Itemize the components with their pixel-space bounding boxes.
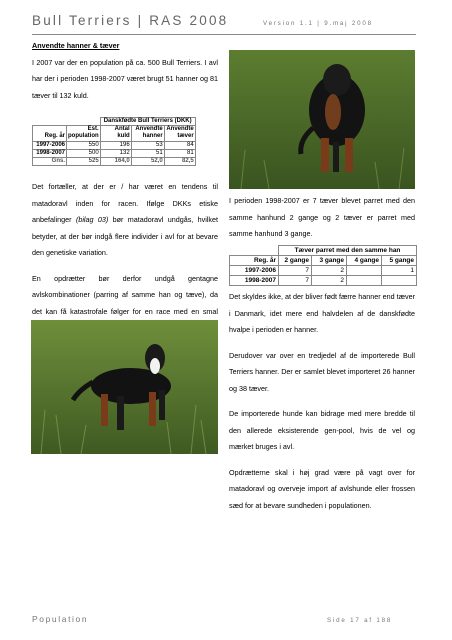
appendix-reference: (bilag 03) bbox=[75, 215, 109, 224]
table-row bbox=[33, 149, 196, 157]
table-cell: 1998-2007 bbox=[230, 276, 279, 286]
table-cell: 1998-2007 bbox=[33, 149, 67, 157]
table-cell: Gns. bbox=[33, 158, 67, 166]
table1-col-header: Antal kuld bbox=[100, 126, 131, 141]
dog-photo-top bbox=[229, 50, 415, 189]
table1-col-header: Anvendte hanner bbox=[131, 126, 164, 141]
table1-col-header: Reg. år bbox=[33, 126, 67, 141]
table2-group-header: Tæver parret med den samme han bbox=[279, 246, 417, 256]
table-cell: 7 bbox=[279, 276, 312, 286]
table-cell: 53 bbox=[131, 141, 164, 149]
table2-col-header: 3 gange bbox=[312, 256, 347, 266]
table-row bbox=[230, 276, 417, 286]
footer-section: Population bbox=[32, 614, 89, 624]
table-cell: 1 bbox=[382, 266, 417, 276]
paragraph-text: Det fortæller, at der er / har været en tendens til matadoravl inden for racen. Ifølge DKKs etiske anbefalinger bbox=[32, 182, 218, 224]
right-column-top bbox=[229, 193, 415, 252]
table-cell bbox=[382, 276, 417, 286]
table2-col-header: 5 gange bbox=[382, 256, 417, 266]
table-cell: 1997-2006 bbox=[33, 141, 67, 149]
paragraph: Opdrætterne skal i høj grad være på vagt over for matadoravl og overveje import af avlshunde eller frossen sæd for at bevare sundheden i populationen. bbox=[229, 467, 415, 510]
table-taever-parret bbox=[229, 245, 417, 286]
table1-col-header: Est. population bbox=[68, 126, 99, 140]
table-cell: 132 bbox=[100, 149, 131, 157]
table1-col-header: Anvendte tæver bbox=[164, 126, 195, 141]
intro-paragraph: I 2007 var der en population på ca. 500 Bull Terriers. I avl har der i perioden 1998-2007 været brugt 51 hanner og 81 tæver til 132 kuld. bbox=[32, 57, 218, 100]
footer-page-number: Side 17 af 188 bbox=[327, 617, 393, 624]
table-cell: 51 bbox=[131, 149, 164, 157]
left-column-top bbox=[32, 38, 218, 113]
table2-col-header: 2 gange bbox=[279, 256, 312, 266]
paragraph bbox=[32, 179, 218, 262]
table2-col-header: 4 gange bbox=[347, 256, 382, 266]
table-cell: 550 bbox=[67, 141, 101, 149]
paragraph: I perioden 1998-2007 er 7 tæver blevet parret med den samme hanhund 2 gange og 2 tæver er parret med samme hanhund 3 gange. bbox=[229, 196, 415, 238]
table-row bbox=[33, 158, 196, 166]
paragraph: Derudover var over en tredjedel af de importerede Bull Terriers hanner. Der er samlet blevet importeret 26 hanner og 38 tæver. bbox=[229, 350, 415, 393]
table-cell: 2 bbox=[312, 276, 347, 286]
table-row bbox=[230, 266, 417, 276]
dog-photo-bottom bbox=[31, 320, 218, 454]
table-cell: 82,5 bbox=[164, 158, 195, 166]
table-row bbox=[33, 141, 196, 149]
table-danskfoedte bbox=[32, 117, 196, 166]
section-heading: Anvendte hanner & tæver bbox=[32, 41, 120, 50]
table-cell: 1997-2006 bbox=[230, 266, 279, 276]
table-cell: 500 bbox=[67, 149, 101, 157]
table-cell bbox=[347, 266, 382, 276]
table-cell: 81 bbox=[164, 149, 195, 157]
table-cell: 164,0 bbox=[100, 158, 131, 166]
right-column-body bbox=[229, 289, 415, 523]
table1-group-header: Danskfødte Bull Terriers (DKK) bbox=[100, 118, 195, 126]
table-cell: 7 bbox=[279, 266, 312, 276]
paragraph: En opdrætter bør derfor undgå gentagne avlskombinationer (parring af samme han og tæve), da det kan få katastrofale følger for en race med en smal bbox=[32, 273, 218, 316]
paragraph: Det skyldes ikke, at der bliver født færre hanner end tæver i Danmark, idet mere end halvdelen af de danskfødte hvalpe i perioden er hanner. bbox=[229, 292, 415, 334]
table-cell: 196 bbox=[100, 141, 131, 149]
table-cell: 84 bbox=[164, 141, 195, 149]
paragraph: De importerede hunde kan bidrage med mere bredde til den allerede eksisterende gen-pool, hvis de vel og mærket bruges i avl. bbox=[229, 409, 415, 451]
table-cell bbox=[347, 276, 382, 286]
header-rule bbox=[32, 34, 416, 35]
table-cell: 2 bbox=[312, 266, 347, 276]
document-version: Version 1.1 | 9.maj 2008 bbox=[263, 20, 373, 27]
table-cell: 52,0 bbox=[131, 158, 164, 166]
table-cell: 525 bbox=[67, 158, 101, 166]
table2-col-header: Reg. år bbox=[230, 256, 279, 266]
document-title: Bull Terriers | RAS 2008 bbox=[32, 13, 229, 28]
paragraph-text: bør matadoravl undgås, hvilket betyder, at der bør indgå flere individer i avl for at bevare den genetiske variation. bbox=[32, 215, 219, 257]
